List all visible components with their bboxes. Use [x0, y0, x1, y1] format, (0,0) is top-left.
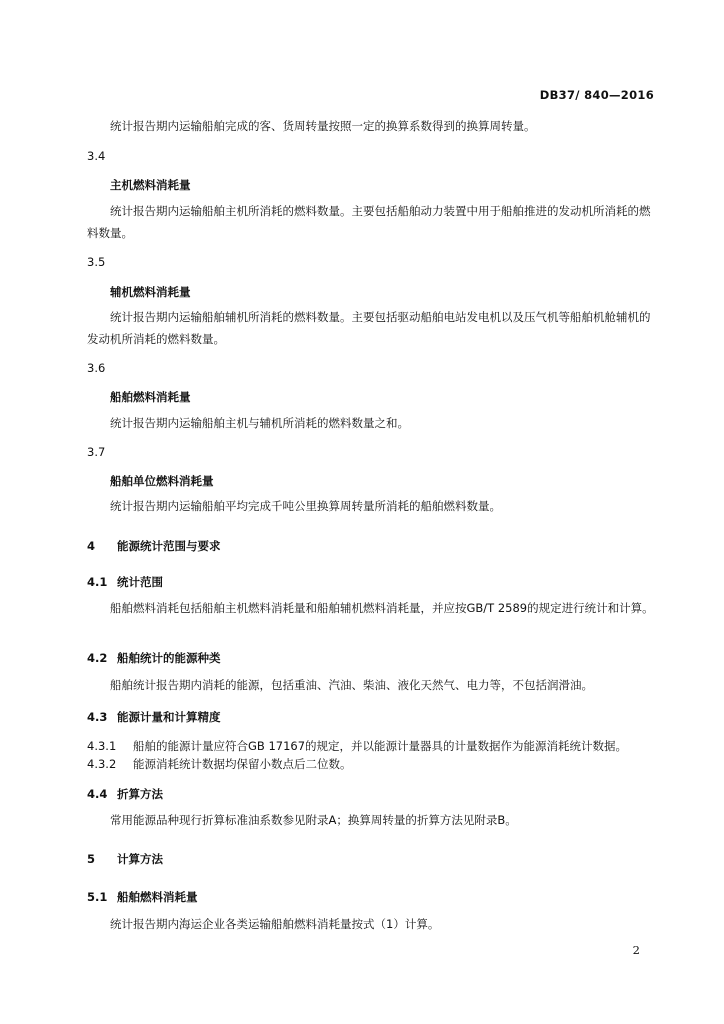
section-title: 船舶燃料消耗量	[117, 890, 198, 904]
body-paragraph: 常用能源品种现行折算标准油系数参见附录A；换算周转量的折算方法见附录B。	[110, 813, 517, 827]
section-heading	[87, 851, 163, 867]
definition-paragraph: 统计报告期内运输船舶平均完成千吨公里换算周转量所消耗的船舶燃料数量。	[110, 499, 501, 513]
subclause-number: 4.3.2	[87, 757, 117, 771]
section-number: 4.3	[87, 710, 108, 724]
subclause-text: 船舶的能源计量应符合GB 17167的规定，并以能源计量器具的计量数据作为能源消耗统计数据。	[133, 739, 628, 753]
section-title: 能源统计范围与要求	[117, 539, 221, 553]
section-number: 4.2	[87, 651, 108, 665]
section-title: 折算方法	[117, 787, 163, 801]
term-title: 主机燃料消耗量	[110, 178, 191, 192]
section-title: 计算方法	[117, 852, 163, 866]
section-title: 船舶统计的能源种类	[117, 651, 221, 665]
subsection-heading	[87, 709, 221, 725]
standard-code: DB37/ 840—2016	[539, 88, 654, 102]
term-title: 船舶燃料消耗量	[110, 390, 191, 404]
section-number: 5	[87, 852, 96, 866]
subclause	[87, 738, 627, 754]
subclause-text: 能源消耗统计数据均保留小数点后二位数。	[133, 757, 352, 771]
subsection-heading	[87, 786, 163, 802]
section-number: 4	[87, 539, 96, 553]
subsection-heading	[87, 650, 221, 666]
section-number: 4.4	[87, 787, 108, 801]
body-paragraph: 船舶统计报告期内消耗的能源，包括重油、汽油、柴油、液化天然气、电力等，不包括润滑油。	[110, 678, 593, 692]
body-paragraph: 统计报告期内海运企业各类运输船舶燃料消耗量按式（1）计算。	[110, 917, 440, 931]
term-title: 船舶单位燃料消耗量	[110, 474, 214, 488]
clause-number: 3.7	[87, 445, 106, 459]
subsection-heading	[87, 889, 198, 905]
definition-paragraph: 统计报告期内运输船舶主机所消耗的燃料数量。主要包括船舶动力装置中用于船舶推进的发动机所消耗的燃料数量。	[87, 204, 651, 240]
subclause	[87, 756, 352, 772]
subclause-number: 4.3.1	[87, 739, 117, 753]
term-title: 辅机燃料消耗量	[110, 285, 191, 299]
definition-paragraph: 统计报告期内运输船舶辅机所消耗的燃料数量。主要包括驱动船舶电站发电机以及压气机等船舶机舱辅机的发动机所消耗的燃料数量。	[87, 310, 651, 346]
subsection-heading	[87, 574, 163, 590]
section-number: 5.1	[87, 890, 108, 904]
section-heading	[87, 538, 221, 554]
definition-paragraph: 统计报告期内运输船舶完成的客、货周转量按照一定的换算系数得到的换算周转量。	[110, 119, 536, 133]
clause-number: 3.4	[87, 149, 106, 163]
section-title: 统计范围	[117, 575, 163, 589]
clause-number: 3.5	[87, 255, 106, 269]
body-paragraph: 船舶燃料消耗包括船舶主机燃料消耗量和船舶辅机燃料消耗量，并应按GB/T 2589的规定进行统计和计算。	[110, 601, 654, 615]
section-number: 4.1	[87, 575, 108, 589]
section-title: 能源计量和计算精度	[117, 710, 221, 724]
clause-number: 3.6	[87, 361, 106, 375]
page-number: 2	[632, 943, 640, 957]
definition-paragraph: 统计报告期内运输船舶主机与辅机所消耗的燃料数量之和。	[110, 416, 409, 430]
